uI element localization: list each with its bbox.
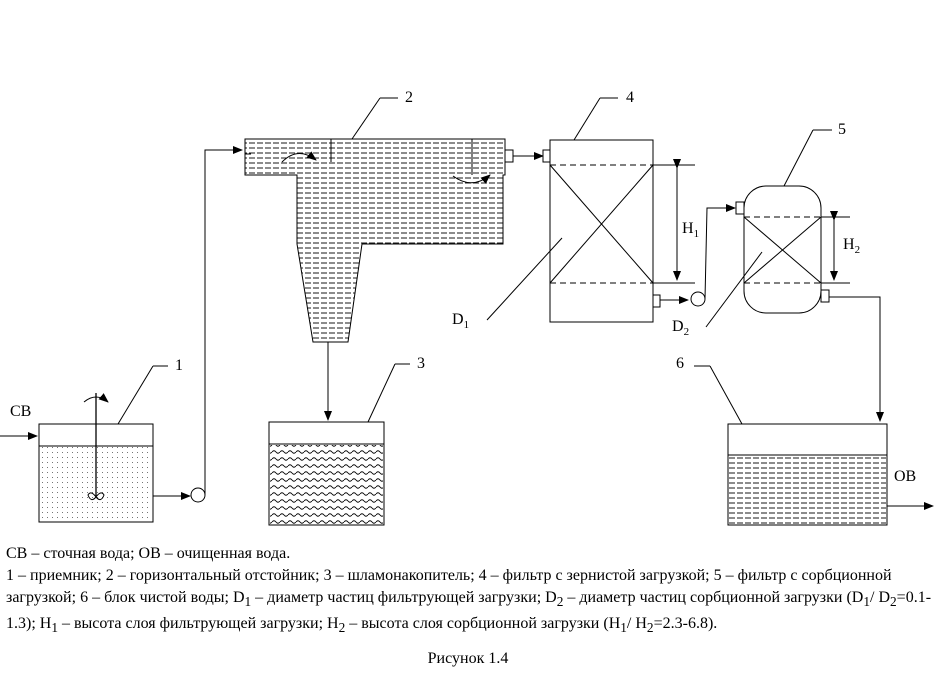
d2-label: $D_2$ [672,318,690,338]
label-1: 1 [175,357,183,374]
h2-label: $H_2$ [843,236,861,256]
pump-icon [191,488,205,502]
sludge-collector [269,422,384,525]
pipe-to-sorption [705,208,735,299]
d1-label: $D_1$ [452,311,470,331]
h1-label: $H_1$ [682,220,700,240]
leader-3 [368,364,395,422]
label-6: 6 [676,355,684,372]
sorption-filter [736,186,829,313]
legend-body: 1 – приемник; 2 – горизонтальный отстойник; 3 – шламонакопитель; 4 – фильтр с зернистой загрузкой; 5 – фильтр с сорбционной загрузкой; 6 – блок чистой воды; $D_1$ – диаметр частиц фильтрующей загрузки; $D_2$ – диаметр частиц сорбционной загрузки ($D_1/$ $D_2=0.1-1.3$); $H_1$ – высота слоя фильтрующей загрузки; $H_2$ – высота слоя сорбционной загрузки ($H_1/$ $H_2=2.3-6.8$). [6,567,932,636]
pipe-to-clean-block [829,297,880,421]
inlet-label: СВ [10,403,32,420]
horizontal-settler [245,139,513,342]
granular-filter [543,140,660,322]
label-3: 3 [417,355,425,372]
leader-5 [784,130,813,186]
d2-leader [706,252,762,327]
legend [6,543,932,639]
leader-2 [352,98,380,139]
clean-water-block [728,424,887,525]
figure-caption: Рисунок 1.4 [427,650,509,667]
label-2: 2 [405,89,413,106]
legend-line-1: СВ – сточная вода; ОВ – очищенная вода. [6,545,291,562]
leader-4 [574,98,600,140]
leader-1 [118,366,153,424]
leader-6 [710,366,742,424]
d1-leader [487,238,562,320]
pump-icon [691,292,705,306]
pipe-to-settler [205,150,242,495]
label-4: 4 [626,89,634,106]
outlet-label: ОВ [894,468,917,485]
label-5: 5 [838,121,846,138]
